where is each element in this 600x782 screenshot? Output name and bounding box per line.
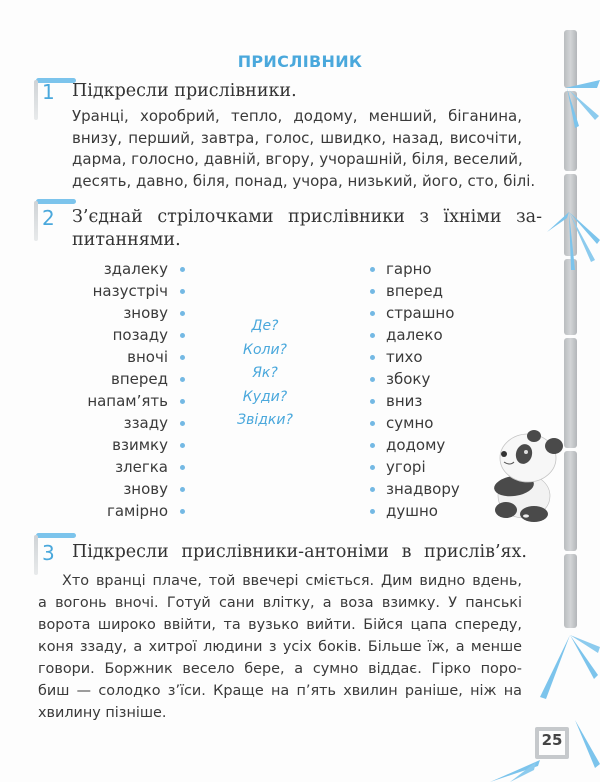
- question-label[interactable]: Де?: [251, 318, 279, 334]
- right-word: знадвору: [386, 480, 460, 498]
- connect-dot[interactable]: [370, 289, 375, 294]
- left-word: напам’ять: [87, 392, 168, 410]
- right-word-row: [370, 346, 500, 368]
- bamboo-leaf-icon: [490, 760, 540, 782]
- heading-line: З’єднай стрілочками прислівники з їхніми за-: [72, 207, 542, 227]
- right-word-row: [370, 434, 500, 456]
- exercise-number: 2: [42, 206, 55, 230]
- questions-column: [220, 315, 310, 433]
- connect-dot[interactable]: [180, 289, 185, 294]
- exercise-heading: Підкресли прислівники-антоніми в прислів’ях.: [72, 542, 527, 562]
- exercise-heading: Підкресли прислівники.: [72, 81, 297, 101]
- left-word-row: [70, 390, 185, 412]
- connect-dot[interactable]: [370, 487, 375, 492]
- bamboo-leaf-icon: [540, 635, 600, 705]
- right-word-row: [370, 412, 500, 434]
- left-word: ззаду: [123, 414, 168, 432]
- text-line: хвилину пізніше.: [38, 705, 167, 721]
- right-word-row: [370, 456, 500, 478]
- left-word-row: [70, 412, 185, 434]
- right-word: вниз: [386, 392, 423, 410]
- right-word-row: [370, 280, 500, 302]
- bamboo-leaf-icon: [555, 80, 600, 130]
- page-number: 25: [541, 731, 563, 749]
- left-word: вперед: [111, 370, 168, 388]
- connect-dot[interactable]: [180, 267, 185, 272]
- bamboo-segment: [564, 451, 577, 551]
- connect-dot[interactable]: [370, 267, 375, 272]
- left-word-row: [70, 478, 185, 500]
- connect-dot[interactable]: [370, 509, 375, 514]
- left-word: злегка: [115, 458, 168, 476]
- bamboo-leaf-icon: [545, 212, 600, 272]
- exercise-word-list: [72, 106, 536, 192]
- exercise-marker-bar: [34, 80, 38, 120]
- connect-dot[interactable]: [370, 333, 375, 338]
- left-word-row: [70, 456, 185, 478]
- exercise-marker-bar: [34, 201, 38, 241]
- question-label[interactable]: Коли?: [243, 341, 287, 358]
- connect-dot[interactable]: [180, 443, 185, 448]
- connect-dot[interactable]: [180, 421, 185, 426]
- exercise-marker-bar: [34, 535, 38, 575]
- connect-dot[interactable]: [370, 311, 375, 316]
- right-word-row: [370, 390, 500, 412]
- right-word: страшно: [386, 304, 455, 322]
- text-line: а вогонь вночі. Готуй сани влітку, а воза взимку. У панські: [38, 595, 522, 611]
- question-label[interactable]: Куди?: [242, 388, 288, 405]
- connect-dot[interactable]: [180, 399, 185, 404]
- right-word: збоку: [386, 370, 431, 388]
- connect-dot[interactable]: [180, 311, 185, 316]
- connect-dot[interactable]: [180, 333, 185, 338]
- right-word: додому: [386, 436, 446, 454]
- right-word-row: [370, 324, 500, 346]
- exercise-marker-cap: [36, 199, 76, 204]
- text-line: Хто вранці плаче, той ввечері сміється. Дим видно вдень,: [62, 573, 522, 589]
- connect-dot[interactable]: [370, 443, 375, 448]
- text-line: говори. Боржник весело бере, а сумно віддає. Гірко поро-: [38, 661, 522, 677]
- connect-dot[interactable]: [180, 377, 185, 382]
- text-line: Уранці, хоробрий, тепло, додому, менший, біганина,: [72, 107, 522, 125]
- bamboo-segment: [564, 338, 577, 448]
- connect-dot[interactable]: [370, 421, 375, 426]
- left-word-row: [70, 258, 185, 280]
- right-word: душно: [386, 502, 438, 520]
- right-word-row: [370, 478, 500, 500]
- text-line: десять, давно, біля, понад, учора, низький, його, сто, білі.: [72, 171, 536, 190]
- page-title: ПРИСЛІВНИК: [237, 52, 363, 71]
- left-word-row: [70, 368, 185, 390]
- heading-line: питаннями.: [72, 230, 181, 250]
- left-word-row: [70, 324, 185, 346]
- right-word: тихо: [386, 348, 423, 366]
- exercise-number: 1: [42, 80, 55, 104]
- panda-icon: [484, 424, 564, 524]
- text-line: коня ззаду, а хитрої людини з усіх боків. Більше їж, а менше: [38, 639, 522, 655]
- right-word: далеко: [386, 326, 443, 344]
- exercise-number: 3: [42, 541, 55, 565]
- connect-dot[interactable]: [180, 509, 185, 514]
- connect-dot[interactable]: [370, 377, 375, 382]
- left-word-row: [70, 302, 185, 324]
- connect-dot[interactable]: [180, 355, 185, 360]
- left-word: здалеку: [103, 260, 168, 278]
- left-word-row: [70, 434, 185, 456]
- connect-dot[interactable]: [180, 487, 185, 492]
- connect-dot[interactable]: [370, 399, 375, 404]
- page-number-badge: [531, 723, 577, 763]
- connect-dot[interactable]: [370, 355, 375, 360]
- left-word: назустріч: [92, 282, 168, 300]
- right-word-row: [370, 368, 500, 390]
- right-word: гарно: [386, 260, 432, 278]
- text-line: дарма, голосно, давній, вгору, учорашній, біля, веселий,: [72, 150, 523, 168]
- bamboo-segment: [564, 554, 577, 628]
- exercise-marker-cap: [36, 533, 76, 538]
- exercise-heading: [72, 206, 542, 252]
- question-label[interactable]: Як?: [252, 365, 278, 381]
- right-word-row: [370, 302, 500, 324]
- right-word-row: [370, 500, 500, 522]
- right-word: угорі: [386, 458, 426, 476]
- connect-dot[interactable]: [180, 465, 185, 470]
- text-line: биш — солодко з’їси. Краще на п’ять хвилин раніше, ніж на: [38, 683, 522, 699]
- left-word-row: [70, 346, 185, 368]
- left-word: знову: [123, 304, 168, 322]
- left-word: взимку: [112, 436, 168, 454]
- right-words-column: [370, 258, 500, 522]
- left-word: гамірно: [106, 502, 168, 520]
- right-word-row: [370, 258, 500, 280]
- bamboo-leaf-icon: [575, 720, 600, 770]
- connect-dot[interactable]: [370, 465, 375, 470]
- left-word-row: [70, 280, 185, 302]
- left-word: знову: [123, 480, 168, 498]
- text-line: внизу, перший, завтра, голос, швидко, назад, височіти,: [72, 128, 522, 147]
- right-word: вперед: [386, 282, 443, 300]
- left-word-row: [70, 500, 185, 522]
- proverbs-paragraph: [38, 570, 522, 724]
- left-word: вночі: [127, 348, 168, 366]
- left-words-column: [70, 258, 185, 522]
- text-line: ворота широко ввійти, та вузько вийти. Бійся цапа спереду,: [38, 617, 522, 633]
- question-label[interactable]: Звідки?: [237, 412, 293, 428]
- right-word: сумно: [386, 414, 434, 432]
- left-word: позаду: [112, 326, 168, 344]
